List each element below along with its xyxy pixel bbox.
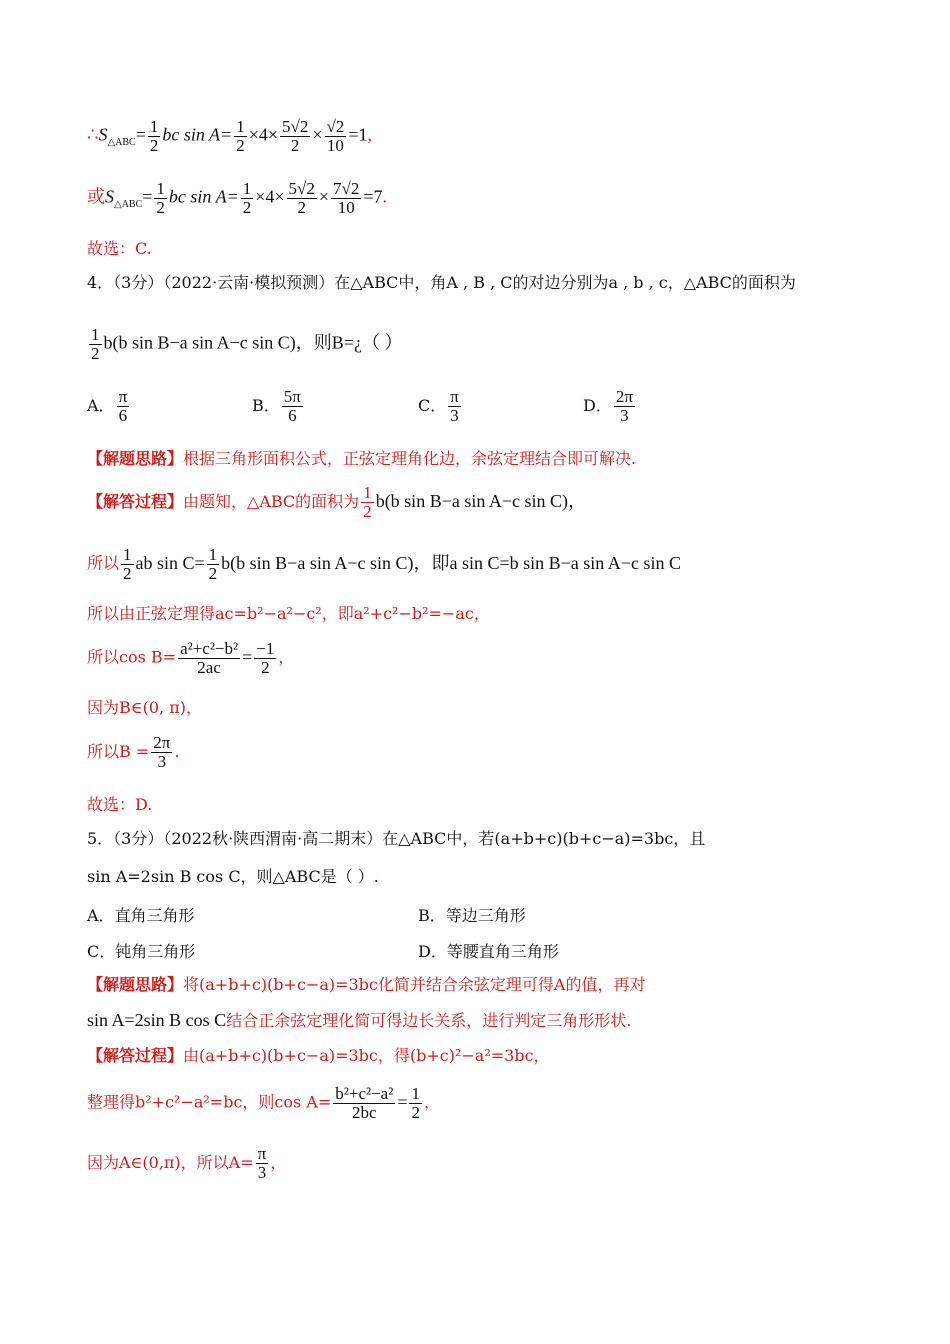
q5-idea: 【解题思路】将(a+b+c)(b+c−a)=3bc化简并结合余弦定理可得A的值，再对 (87, 975, 646, 994)
q4-proc-5: 因为B∈(0, π)， (87, 698, 202, 717)
q5-stem-2: sin A=2sin B cos C，则△ABC是（ ）. (87, 867, 379, 886)
q4-proc-4: 所以cos B= $\frac{\text{a²+c²−b²}}{2ac}$ = $\frac{-1}{2}$ ， (87, 639, 295, 677)
q4-proc-1: 【解答过程】由题知，△ABC的面积为 $\frac{1}{2}$ b(b sin B−a sin A−c sin C)， (87, 483, 586, 521)
q4-idea: 【解题思路】根据三角形面积公式，正弦定理角化边，余弦定理结合即可解决. (87, 449, 637, 468)
q4-answer: 故选：D. (87, 795, 153, 814)
q5-option-c[interactable]: C．钝角三角形 (87, 942, 196, 961)
q5-proc-1: 【解答过程】由(a+b+c)(b+c−a)=3bc，得(b+c)²−a²=3bc， (87, 1046, 550, 1065)
q5-option-a[interactable]: A．直角三角形 (87, 906, 195, 925)
q4-option-b[interactable]: B． $\frac{5\pi}{6}$ (252, 387, 301, 425)
q4-option-d[interactable]: D． $\frac{2\pi}{3}$ (583, 387, 633, 425)
q5-idea-2: sin A=2sin B cos C结合正余弦定理化简可得边长关系，进行判定三角形形状. (87, 1010, 632, 1030)
q5-option-b[interactable]: B．等边三角形 (418, 906, 526, 925)
q3-area-line-2: 或$S_{\triangle ABC}=$ $\frac{1}{2}$ bc sin A= $\frac{1}{2}$ ×4× $\frac{5√2}{2}$ × $\frac{7√2}{10}$ =7. (87, 179, 388, 217)
q4-proc-6: 所以B = $\frac{2\pi}{3}$ . (87, 733, 180, 771)
q4-option-a[interactable]: A． $\frac{\pi}{6}$ (87, 387, 128, 425)
q5-stem: 5．（3分）（2022秋·陕西渭南·高二期末）在△ABC中，若(a+b+c)(b+c−a)=3bc，且 (87, 829, 706, 848)
q5-proc-3: 因为A∈(0,π)，所以A= $\frac{\pi}{3}$ ， (87, 1144, 287, 1182)
q5-option-d[interactable]: D．等腰直角三角形 (418, 942, 559, 961)
q4-stem: 4．（3分）（2022·云南·模拟预测）在△ABC中，角A , B , C的对边分别为a , b , c，△ABC的面积为 (87, 273, 796, 292)
q4-option-c[interactable]: C． $\frac{\pi}{3}$ (418, 387, 459, 425)
q4-proc-3: 所以由正弦定理得ac=b²−a²−c²，即a²+c²−b²=−ac， (87, 604, 490, 623)
q3-area-line-1: $\therefore S_{\triangle ABC}=$ $\frac{1}{2}$ bc sin A= $\frac{1}{2}$ ×4× $\frac{5√2}{2}$ × $\frac{√2}{10}$ =1, (87, 117, 372, 155)
q5-proc-2: 整理得b²+c²−a²=bc，则cos A= $\frac{\text{b²+c²−a²}}{2bc}$ = $\frac{1}{2}$ ， (87, 1084, 440, 1122)
q3-answer: 故选：C. (87, 239, 152, 258)
q4-stem-2: $\frac{1}{2}$ b(b sin B−a sin A−c sin C)，则B=¿（ ） (91, 325, 403, 363)
q4-proc-2: 所以 $\frac{1}{2}$ ab sin C= $\frac{1}{2}$ b(b sin B−a sin A−c sin C)，即a sin C=b sin B−a sin A−c sin C (87, 545, 681, 583)
